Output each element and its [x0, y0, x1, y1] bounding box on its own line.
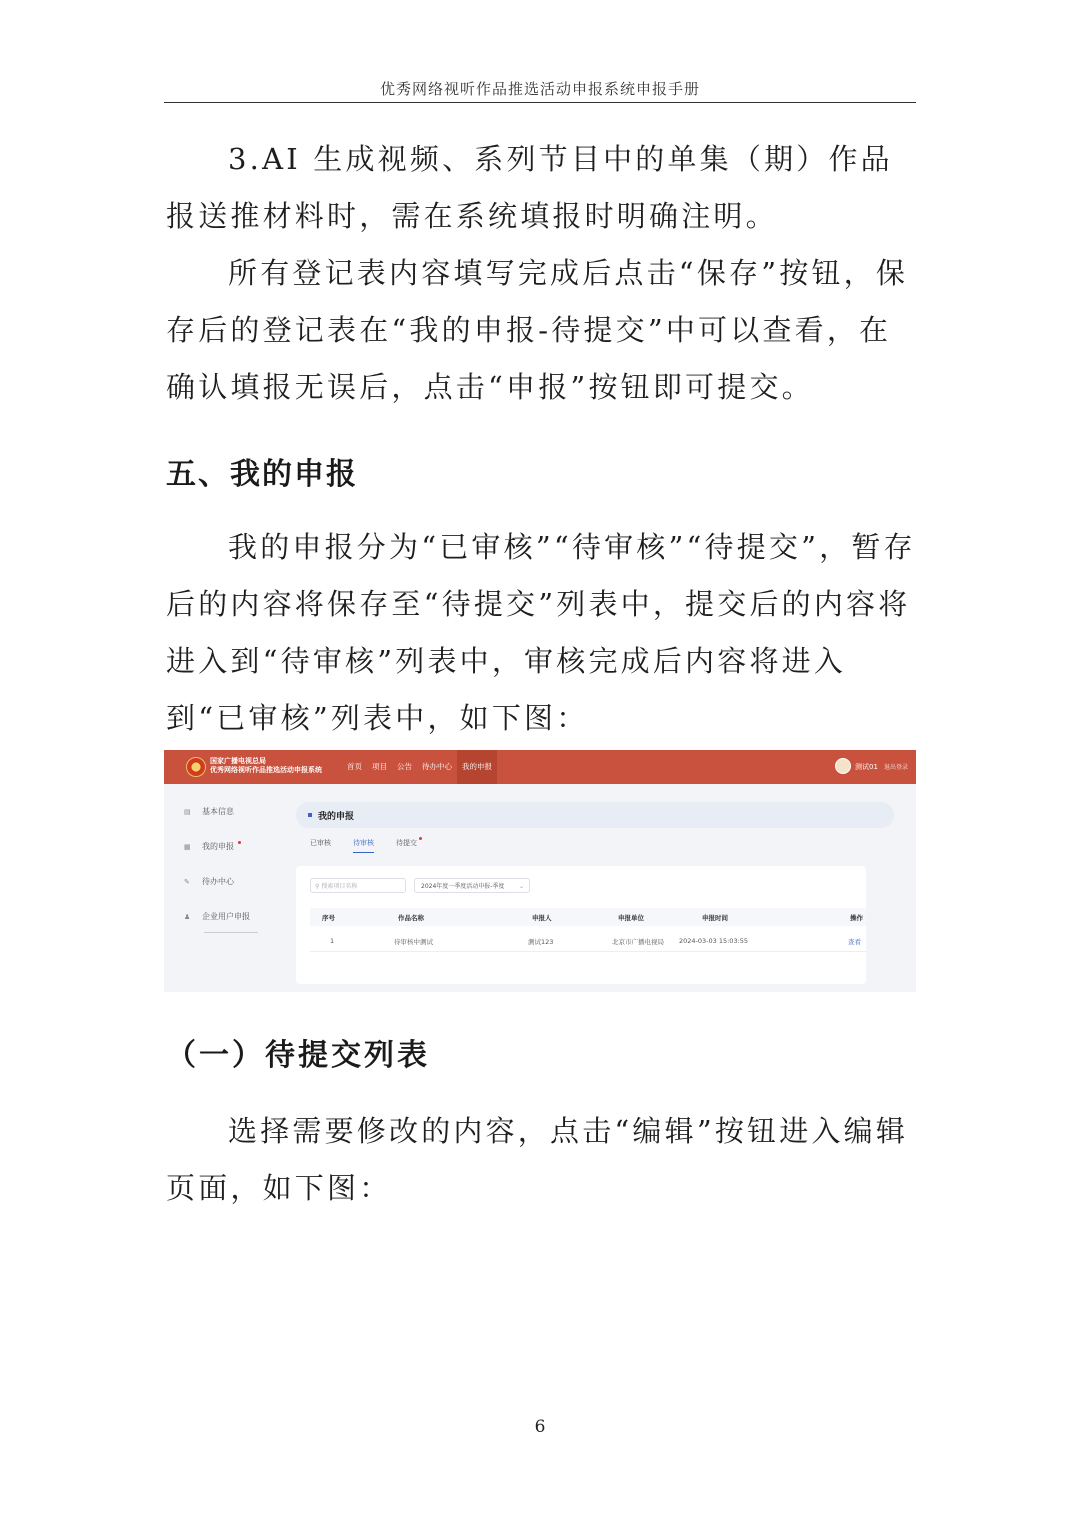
nav-my-applications[interactable]: 我的申报 [457, 750, 497, 784]
org-name: 国家广播电视总局 [210, 757, 266, 765]
document-icon: ▤ [184, 807, 191, 816]
row-divider [310, 951, 866, 952]
sidebar-divider [204, 932, 258, 933]
column-header: 申报时间 [702, 914, 728, 922]
tab-label: 待提交 [396, 839, 417, 847]
cell-index: 1 [330, 937, 335, 945]
chevron-down-icon: ⌄ [518, 883, 524, 890]
nav-todo-center[interactable]: 待办中心 [422, 762, 452, 771]
tab-reviewed[interactable]: 已审核 [310, 839, 331, 847]
list-icon: ▦ [184, 842, 191, 851]
column-header: 申报人 [532, 914, 552, 922]
sidebar-item-label: 待办中心 [202, 877, 234, 886]
user-icon: ♟ [184, 912, 191, 921]
page-title: 我的申报 [318, 812, 355, 822]
column-header: 申报单位 [618, 914, 644, 922]
page-number: 6 [534, 1417, 546, 1437]
sidebar-item-label: 我的申报 [202, 842, 234, 851]
list-panel [296, 866, 866, 984]
sidebar-item-basic-info[interactable] [184, 806, 234, 817]
cell-time: 2024-03-03 15:03:55 [679, 937, 749, 945]
sidebar-item-my-applications[interactable] [184, 841, 241, 852]
pen-icon: ✎ [184, 877, 190, 886]
paragraph-edit-instructions: 选择需要修改的内容，点击“编辑”按钮进入编辑页面，如下图： [166, 1114, 909, 1205]
page-title-bar [296, 802, 894, 828]
sidebar-item-todo-center[interactable] [184, 876, 234, 887]
cell-applicant: 测试123 [528, 938, 554, 946]
logout-link[interactable]: 退出登录 [884, 764, 909, 771]
cell-org: 北京市广播电视局 [612, 938, 664, 946]
nav-announcements[interactable]: 公告 [397, 762, 412, 771]
org-title [210, 757, 322, 775]
paragraph-save-submit: 所有登记表内容填写完成后点击“保存”按钮，保存后的登记表在“我的申报-待提交”中可以查看，在确认填报无误后，点击“申报”按钮即可提交。 [166, 256, 909, 404]
title-marker-icon [308, 813, 312, 817]
page-header: 优秀网络视听作品推选活动申报系统申报手册 [379, 80, 700, 98]
column-header: 操作 [850, 914, 863, 922]
paragraph-ai-note: 3.AI 生成视频、系列节目中的单集（期）作品报送推材料时，需在系统填报时明确注明。 [166, 142, 893, 233]
tab-pending-review[interactable]: 待审核 [353, 838, 374, 853]
user-name[interactable]: 测试01 [855, 763, 878, 771]
system-screenshot [164, 750, 916, 992]
user-avatar[interactable] [835, 758, 851, 774]
sidebar [164, 784, 284, 992]
view-link[interactable]: 查看 [848, 938, 861, 946]
search-icon: ⚲ [315, 883, 322, 890]
search-input[interactable] [310, 878, 406, 893]
column-header: 序号 [322, 914, 335, 922]
sidebar-item-label: 基本信息 [202, 807, 234, 816]
main-nav [342, 750, 497, 784]
cell-work-name: 待审核中测试 [394, 938, 433, 946]
national-emblem-icon [186, 757, 206, 777]
section-heading: 五、我的申报 [166, 457, 358, 492]
select-value: 2024年度一季度活动申报-季度 [421, 883, 505, 890]
sidebar-item-label: 企业用户申报 [202, 912, 250, 921]
system-name: 优秀网络视听作品推选活动申报系统 [210, 766, 322, 774]
notification-dot [419, 837, 422, 840]
tab-pending-submit[interactable] [396, 838, 417, 853]
status-tabs [310, 838, 439, 853]
paragraph-my-applications: 我的申报分为“已审核”“待审核”“待提交”，暂存后的内容将保存至“待提交”列表中，提交后的内容将进入到“待审核”列表中，审核完成后内容将进入到“已审核”列表中，如下图： [166, 530, 916, 735]
search-placeholder: 搜索项目名称 [321, 883, 358, 890]
nav-projects[interactable]: 项目 [372, 762, 387, 771]
column-header: 作品名称 [398, 914, 424, 922]
subsection-heading: （一）待提交列表 [166, 1038, 430, 1073]
notification-dot [238, 841, 241, 844]
nav-home[interactable]: 首页 [347, 762, 362, 771]
header-rule [164, 102, 916, 103]
top-nav-bar [164, 750, 916, 784]
activity-select[interactable] [414, 878, 530, 893]
table-header [310, 908, 866, 926]
sidebar-item-enterprise-apply[interactable] [184, 911, 250, 922]
